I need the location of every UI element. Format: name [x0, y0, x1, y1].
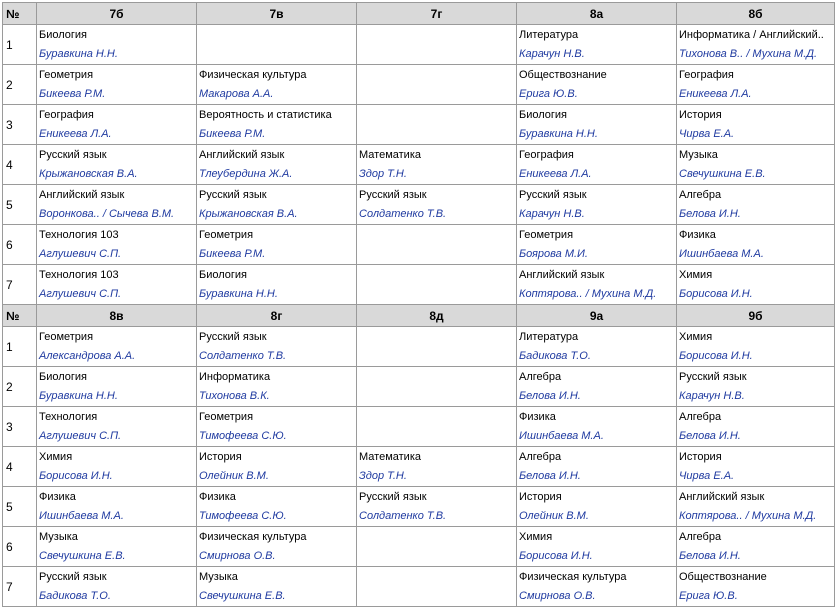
lesson-cell	[517, 567, 677, 607]
lesson-cell	[197, 105, 357, 145]
lesson-number: 5	[3, 487, 37, 527]
subject-name: Технология 103	[39, 269, 119, 281]
subject-name: Русский язык	[199, 331, 267, 343]
lesson-cell	[357, 265, 517, 305]
schedule-table	[2, 2, 835, 607]
lesson-number: 6	[3, 225, 37, 265]
subject-name: Химия	[39, 451, 73, 463]
lesson-number: 4	[3, 145, 37, 185]
subject-name: История	[199, 451, 242, 463]
teacher-name: Карачун Н.В.	[519, 48, 585, 60]
teacher-name: Свечушкина Е.В.	[39, 550, 126, 562]
lesson-cell	[357, 225, 517, 265]
class-header: 8а	[517, 3, 677, 25]
lesson-number: 5	[3, 185, 37, 225]
class-header-row	[3, 305, 835, 327]
lesson-cell	[197, 407, 357, 447]
lesson-cell	[677, 185, 835, 225]
teacher-name: Бикеева Р.М.	[199, 128, 266, 140]
class-header: 7б	[37, 3, 197, 25]
lesson-cell	[197, 225, 357, 265]
teacher-name: Тимофеева С.Ю.	[199, 430, 287, 442]
lesson-cell	[677, 327, 835, 367]
teacher-name: Карачун Н.В.	[519, 208, 585, 220]
teacher-name	[357, 268, 516, 273]
lesson-cell	[677, 527, 835, 567]
subject-name: Английский язык	[199, 149, 285, 161]
lesson-cell	[357, 25, 517, 65]
lesson-cell	[37, 265, 197, 305]
lesson-cell	[677, 407, 835, 447]
teacher-name: Еникеева Л.А.	[519, 168, 592, 180]
lesson-cell	[677, 65, 835, 105]
teacher-name	[357, 570, 516, 575]
lesson-cell	[517, 367, 677, 407]
subject-name: Биология	[39, 29, 88, 41]
teacher-name: Карачун Н.В.	[679, 390, 745, 402]
teacher-name: Солдатенко Т.В.	[359, 208, 447, 220]
teacher-name: Воронкова.. / Сычева В.М.	[39, 208, 175, 220]
teacher-name: Тихонова В.К.	[199, 390, 270, 402]
subject-name: Русский язык	[359, 189, 427, 201]
teacher-name: Бикеева Р.М.	[199, 248, 266, 260]
lesson-cell	[197, 367, 357, 407]
teacher-name: Буравкина Н.Н.	[39, 390, 118, 402]
lesson-cell	[37, 65, 197, 105]
teacher-name: Здор Т.Н.	[359, 470, 407, 482]
subject-name: Физика	[519, 411, 556, 423]
lesson-row	[3, 367, 835, 407]
teacher-name: Буравкина Н.Н.	[519, 128, 598, 140]
lesson-cell	[677, 447, 835, 487]
teacher-name: Здор Т.Н.	[359, 168, 407, 180]
lesson-cell	[37, 527, 197, 567]
lesson-row	[3, 65, 835, 105]
lesson-row	[3, 327, 835, 367]
subject-name: Химия	[679, 269, 713, 281]
subject-name: Геометрия	[199, 411, 254, 423]
lesson-cell	[197, 25, 357, 65]
lesson-row	[3, 145, 835, 185]
lesson-row	[3, 25, 835, 65]
teacher-name	[357, 108, 516, 113]
teacher-name: Борисова И.Н.	[39, 470, 113, 482]
subject-name: Физическая культура	[519, 571, 627, 583]
lesson-row	[3, 185, 835, 225]
lesson-cell	[357, 407, 517, 447]
class-header: 8д	[357, 305, 517, 327]
schedule-body	[3, 3, 835, 607]
subject-name: Русский язык	[519, 189, 587, 201]
lesson-cell	[357, 527, 517, 567]
lesson-cell	[677, 25, 835, 65]
subject-name: Обществознание	[679, 571, 767, 583]
subject-name: Алгебра	[519, 371, 562, 383]
teacher-name: Бадикова Т.О.	[39, 590, 111, 602]
subject-name: Русский язык	[679, 371, 747, 383]
class-header: 8в	[37, 305, 197, 327]
lesson-cell	[517, 407, 677, 447]
lesson-cell	[37, 145, 197, 185]
subject-name: История	[679, 109, 722, 121]
lesson-cell	[357, 487, 517, 527]
lesson-cell	[517, 487, 677, 527]
lesson-number: 7	[3, 567, 37, 607]
teacher-name: Буравкина Н.Н.	[39, 48, 118, 60]
teacher-name: Макарова А.А.	[199, 88, 274, 100]
subject-name: Музыка	[679, 149, 718, 161]
subject-name: Геометрия	[199, 229, 254, 241]
lesson-cell	[357, 567, 517, 607]
class-header: 7в	[197, 3, 357, 25]
subject-name: Русский язык	[39, 149, 107, 161]
subject-name: Геометрия	[519, 229, 574, 241]
lesson-row	[3, 105, 835, 145]
lesson-cell	[37, 567, 197, 607]
lesson-cell	[37, 25, 197, 65]
subject-name: Физика	[199, 491, 236, 503]
class-header-row	[3, 3, 835, 25]
lesson-number: 1	[3, 327, 37, 367]
lesson-cell	[37, 407, 197, 447]
lesson-cell	[357, 65, 517, 105]
teacher-name: Белова И.Н.	[519, 390, 581, 402]
lesson-row	[3, 407, 835, 447]
lesson-cell	[357, 327, 517, 367]
lesson-cell	[357, 367, 517, 407]
subject-name: Химия	[519, 531, 553, 543]
teacher-name: Бадикова Т.О.	[519, 350, 591, 362]
lesson-cell	[677, 567, 835, 607]
subject-name: Вероятность и статистика	[199, 109, 332, 121]
teacher-name: Боярова М.И.	[519, 248, 588, 260]
subject-name: Русский язык	[199, 189, 267, 201]
subject-name: Английский язык	[679, 491, 765, 503]
class-header: 9а	[517, 305, 677, 327]
lesson-number-header: №	[3, 3, 37, 25]
subject-name: История	[679, 451, 722, 463]
lesson-row	[3, 447, 835, 487]
subject-name: Русский язык	[39, 571, 107, 583]
teacher-name: Крыжановская В.А.	[39, 168, 138, 180]
teacher-name: Аглушевич С.П.	[39, 248, 122, 260]
subject-name: География	[679, 69, 734, 81]
teacher-name: Тимофеева С.Ю.	[199, 510, 287, 522]
lesson-cell	[517, 25, 677, 65]
teacher-name: Ишинбаева М.А.	[679, 248, 764, 260]
lesson-cell	[517, 65, 677, 105]
subject-name: Биология	[199, 269, 248, 281]
lesson-cell	[517, 145, 677, 185]
subject-name: Музыка	[39, 531, 78, 543]
subject-name: Химия	[679, 331, 713, 343]
subject-name: Физика	[39, 491, 76, 503]
class-header: 7г	[357, 3, 517, 25]
subject-name: География	[39, 109, 94, 121]
teacher-name	[357, 228, 516, 233]
subject-name: Физика	[679, 229, 716, 241]
subject-name: Алгебра	[679, 411, 722, 423]
subject-name: Физическая культура	[199, 69, 307, 81]
teacher-name: Ишинбаева М.А.	[39, 510, 124, 522]
subject-name: Алгебра	[679, 189, 722, 201]
lesson-cell	[37, 367, 197, 407]
class-header: 9б	[677, 305, 835, 327]
subject-name: Литература	[519, 29, 579, 41]
subject-name: Информатика / Английский..	[679, 29, 824, 41]
lesson-cell	[677, 145, 835, 185]
lesson-cell	[517, 527, 677, 567]
teacher-name: Аглушевич С.П.	[39, 288, 122, 300]
teacher-name: Александрова А.А.	[39, 350, 136, 362]
subject-name: Геометрия	[39, 69, 94, 81]
lesson-row	[3, 527, 835, 567]
subject-name: Биология	[39, 371, 88, 383]
lesson-row	[3, 567, 835, 607]
lesson-cell	[37, 105, 197, 145]
lesson-cell	[677, 105, 835, 145]
subject-name: Технология 103	[39, 229, 119, 241]
teacher-name: Олейник В.М.	[519, 510, 589, 522]
subject-name: Литература	[519, 331, 579, 343]
teacher-name: Бикеева Р.М.	[39, 88, 106, 100]
teacher-name: Свечушкина Е.В.	[679, 168, 766, 180]
lesson-cell	[517, 185, 677, 225]
teacher-name	[357, 68, 516, 73]
teacher-name	[357, 530, 516, 535]
lesson-cell	[37, 327, 197, 367]
lesson-cell	[677, 367, 835, 407]
lesson-cell	[197, 65, 357, 105]
teacher-name: Тлеубердина Ж.А.	[199, 168, 293, 180]
teacher-name	[357, 410, 516, 415]
lesson-number: 4	[3, 447, 37, 487]
subject-name: Геометрия	[39, 331, 94, 343]
teacher-name: Тихонова В.. / Мухина М.Д.	[679, 48, 818, 60]
subject-name: Русский язык	[359, 491, 427, 503]
lesson-cell	[197, 527, 357, 567]
lesson-number: 3	[3, 407, 37, 447]
lesson-cell	[517, 105, 677, 145]
subject-name: Алгебра	[679, 531, 722, 543]
teacher-name: Коптярова.. / Мухина М.Д.	[679, 510, 817, 522]
lesson-cell	[197, 327, 357, 367]
teacher-name: Смирнова О.В.	[519, 590, 596, 602]
subject-name: Музыка	[199, 571, 238, 583]
lesson-cell	[517, 225, 677, 265]
lesson-cell	[197, 265, 357, 305]
subject-name: Физическая культура	[199, 531, 307, 543]
lesson-cell	[37, 185, 197, 225]
lesson-cell	[197, 185, 357, 225]
lesson-cell	[357, 145, 517, 185]
lesson-cell	[517, 447, 677, 487]
lesson-cell	[197, 567, 357, 607]
teacher-name: Коптярова.. / Мухина М.Д.	[519, 288, 657, 300]
teacher-name: Еникеева Л.А.	[679, 88, 752, 100]
teacher-name: Солдатенко Т.В.	[199, 350, 287, 362]
lesson-cell	[357, 105, 517, 145]
teacher-name: Свечушкина Е.В.	[199, 590, 286, 602]
teacher-name: Крыжановская В.А.	[199, 208, 298, 220]
class-header: 8г	[197, 305, 357, 327]
teacher-name: Борисова И.Н.	[679, 288, 753, 300]
subject-name: Английский язык	[519, 269, 605, 281]
lesson-cell	[357, 447, 517, 487]
lesson-row	[3, 265, 835, 305]
lesson-cell	[517, 265, 677, 305]
teacher-name: Белова И.Н.	[679, 430, 741, 442]
lesson-number-header: №	[3, 305, 37, 327]
teacher-name: Смирнова О.В.	[199, 550, 276, 562]
teacher-name: Солдатенко Т.В.	[359, 510, 447, 522]
teacher-name: Буравкина Н.Н.	[199, 288, 278, 300]
teacher-name	[357, 370, 516, 375]
lesson-cell	[37, 225, 197, 265]
lesson-cell	[517, 327, 677, 367]
lesson-number: 1	[3, 25, 37, 65]
lesson-row	[3, 487, 835, 527]
subject-name: Технология	[39, 411, 98, 423]
teacher-name: Белова И.Н.	[519, 470, 581, 482]
lesson-cell	[37, 487, 197, 527]
teacher-name: Ерига Ю.В.	[519, 88, 578, 100]
lesson-cell	[197, 447, 357, 487]
lesson-number: 6	[3, 527, 37, 567]
teacher-name: Борисова И.Н.	[519, 550, 593, 562]
subject-name: Математика	[359, 149, 421, 161]
subject-name: Обществознание	[519, 69, 607, 81]
lesson-cell	[197, 145, 357, 185]
subject-name: История	[519, 491, 562, 503]
lesson-number: 3	[3, 105, 37, 145]
lesson-number: 7	[3, 265, 37, 305]
subject-name: Английский язык	[39, 189, 125, 201]
subject-name: География	[519, 149, 574, 161]
teacher-name: Аглушевич С.П.	[39, 430, 122, 442]
class-header: 8б	[677, 3, 835, 25]
lesson-number: 2	[3, 65, 37, 105]
lesson-cell	[677, 225, 835, 265]
teacher-name	[197, 28, 356, 33]
lesson-cell	[37, 447, 197, 487]
teacher-name: Чирва Е.А.	[679, 470, 735, 482]
subject-name: Информатика	[199, 371, 271, 383]
subject-name: Алгебра	[519, 451, 562, 463]
teacher-name	[357, 330, 516, 335]
teacher-name: Ерига Ю.В.	[679, 590, 738, 602]
teacher-name: Белова И.Н.	[679, 208, 741, 220]
lesson-row	[3, 225, 835, 265]
lesson-cell	[677, 487, 835, 527]
lesson-cell	[357, 185, 517, 225]
lesson-number: 2	[3, 367, 37, 407]
lesson-cell	[677, 265, 835, 305]
teacher-name: Еникеева Л.А.	[39, 128, 112, 140]
teacher-name: Белова И.Н.	[679, 550, 741, 562]
teacher-name: Олейник В.М.	[199, 470, 269, 482]
subject-name: Биология	[519, 109, 568, 121]
subject-name: Математика	[359, 451, 421, 463]
teacher-name: Ишинбаева М.А.	[519, 430, 604, 442]
teacher-name: Борисова И.Н.	[679, 350, 753, 362]
teacher-name	[357, 28, 516, 33]
lesson-cell	[197, 487, 357, 527]
teacher-name: Чирва Е.А.	[679, 128, 735, 140]
